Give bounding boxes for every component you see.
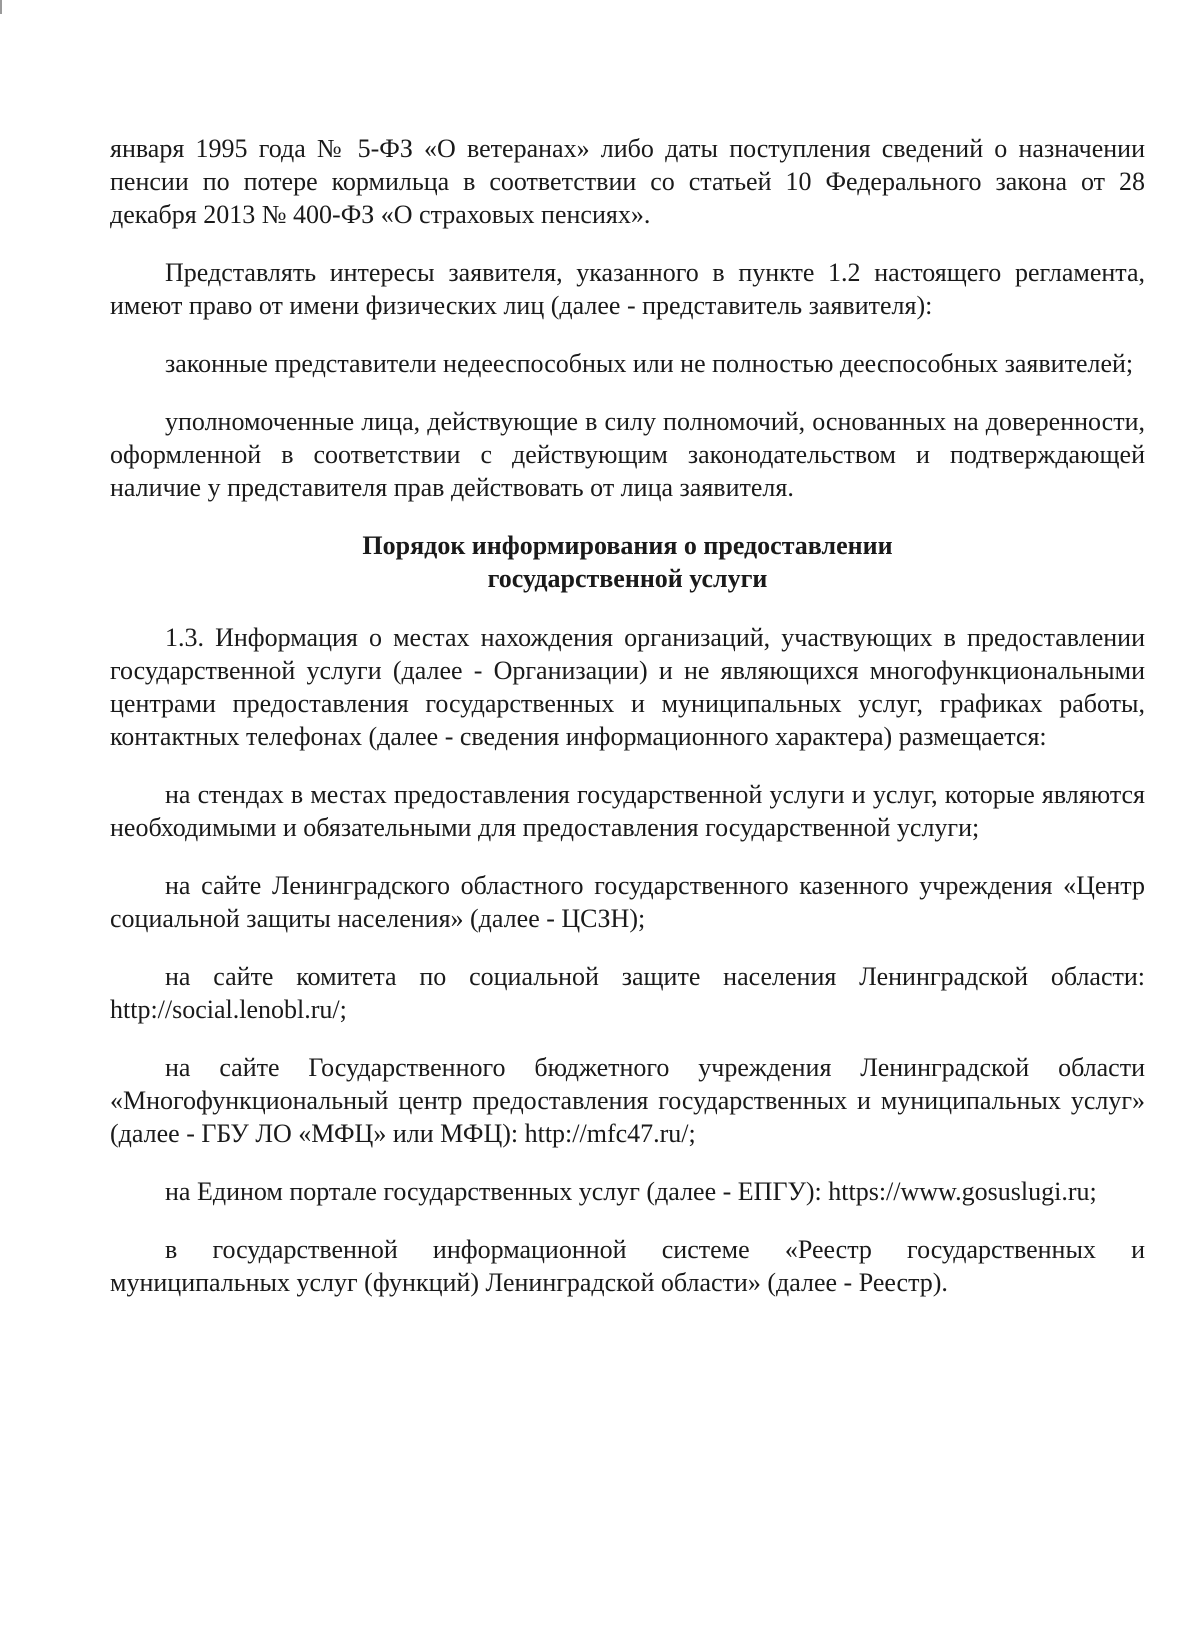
section-heading-line1: Порядок информирования о предоставлении — [362, 531, 893, 560]
paragraph-veterans-continuation: января 1995 года № 5-ФЗ «О ветеранах» либо даты поступления сведений о назначении пенсии по потере кормильца в соответствии со статьей 10 Федерального закона от 28 декабря 2013 № 400-ФЗ «О страховых пенсиях». — [110, 134, 1145, 229]
paragraph-legal-representatives: законные представители недееспособных или не полностью дееспособных заявителей; — [165, 349, 1134, 378]
section-heading-line2: государственной услуги — [487, 564, 768, 593]
paragraph-1-3-information: 1.3. Информация о местах нахождения организаций, участвующих в предоставлении государственной услуги (далее - Организации) и не являющихся многофункциональными центрами предоставления государственных и муниципальных услуг, графиках работы, контактных телефонах (далее - сведения информационного характера) размещается: — [110, 623, 1145, 751]
paragraph-epgu-portal: на Едином портале государственных услуг (далее - ЕПГУ): https://www.gosuslugi.ru; — [165, 1177, 1097, 1206]
paragraph-representatives: Представлять интересы заявителя, указанного в пункте 1.2 настоящего регламента, имеют право от имени физических лиц (далее - представитель заявителя): — [110, 258, 1145, 320]
paragraph-registry-system: в государственной информационной системе «Реестр государственных и муниципальных услуг (функций) Ленинградской области» (далее - Реестр). — [110, 1235, 1145, 1297]
scan-edge-mark — [0, 0, 2, 14]
section-heading — [110, 529, 1145, 595]
paragraph-authorized-persons: уполномоченные лица, действующие в силу полномочий, основанных на доверенности, оформленной в соответствии с действующим законодательством и подтверждающей наличие у представителя прав действовать от лица заявителя. — [110, 407, 1145, 502]
paragraph-mfc-site: на сайте Государственного бюджетного учреждения Ленинградской области «Многофункциональный центр предоставления государственных и муниципальных услуг» (далее - ГБУ ЛО «МФЦ» или МФЦ): http://mfc47.ru/; — [110, 1053, 1145, 1148]
document-body — [110, 132, 1145, 1324]
paragraph-committee-site: на сайте комитета по социальной защите населения Ленинградской области: http://social.lenobl.ru/; — [110, 962, 1145, 1024]
paragraph-cszn-site: на сайте Ленинградского областного государственного казенного учреждения «Центр социальной защиты населения» (далее - ЦСЗН); — [110, 871, 1145, 933]
paragraph-stands: на стендах в местах предоставления государственной услуги и услуг, которые являются необходимыми и обязательными для предоставления государственной услуги; — [110, 780, 1145, 842]
